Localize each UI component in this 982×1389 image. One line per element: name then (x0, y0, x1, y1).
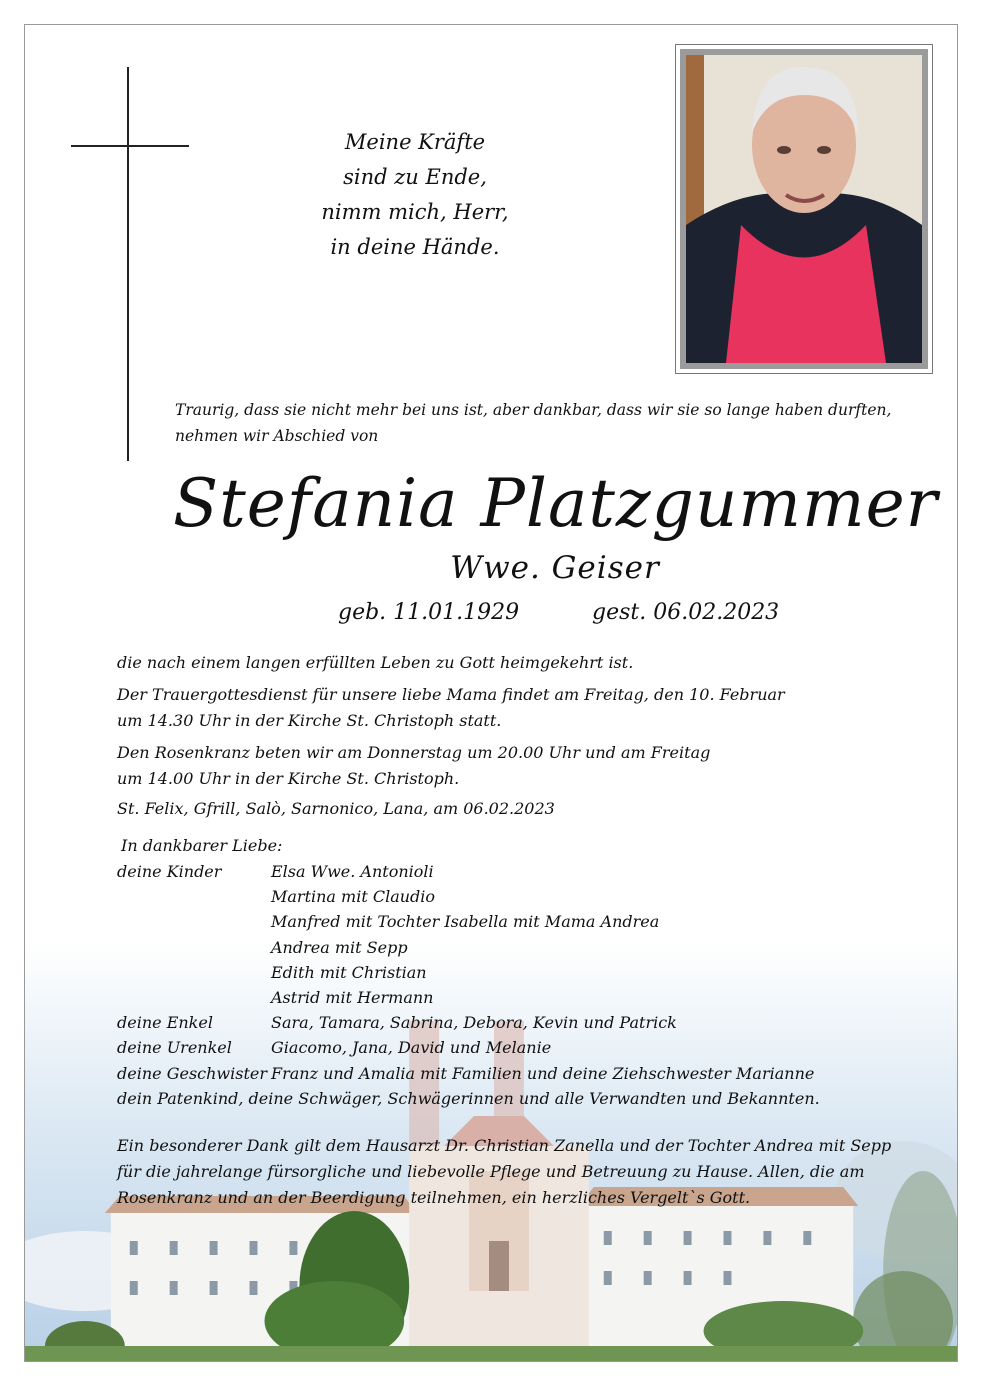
relation-label: deine Urenkel (117, 1038, 232, 1058)
verse-line: Meine Kräfte (344, 130, 486, 154)
intro-text (175, 397, 935, 449)
mourner-row (117, 1010, 917, 1035)
funeral-service-text (117, 682, 917, 734)
bible-verse (275, 125, 555, 265)
relation-names: Sara, Tamara, Sabrina, Debora, Kevin und Patrick (271, 1013, 677, 1033)
intro-line: Traurig, dass sie nicht mehr bei uns ist, aber dankbar, dass wir sie so lange haben durften, (175, 401, 892, 419)
rosary-line: Den Rosenkranz beten wir am Donnerstag um 20.00 Uhr und am Freitag (117, 743, 711, 762)
relation-label: deine Kinder (117, 862, 222, 881)
mourner-row (117, 1035, 917, 1060)
funeral-line: um 14.30 Uhr in der Kirche St. Christoph statt. (117, 711, 502, 730)
portrait-photo (680, 49, 928, 369)
birth-date: geb. 11.01.1929 (338, 600, 520, 625)
cross-horizontal-bar (71, 145, 189, 147)
place-date-line: St. Felix, Gfrill, Salò, Sarnonico, Lana, am 06.02.2023 (117, 799, 555, 818)
relation-names: Martina mit Claudio (271, 887, 436, 907)
relation-names: Edith mit Christian (271, 962, 427, 982)
relation-label: deine Enkel (117, 1013, 213, 1033)
verse-line: nimm mich, Herr, (321, 200, 509, 224)
rosary-text (117, 740, 917, 792)
thanks-line: Ein besonderer Dank gilt dem Hausarzt Dr. Christian Zanella und der Tochter Andrea mit Sepp (117, 1136, 892, 1155)
mourner-row (117, 985, 917, 1010)
deceased-name: Stefania Platzgummer (173, 465, 939, 542)
portrait-frame (675, 44, 933, 374)
mourners-closing: dein Patenkind, deine Schwäger, Schwägerinnen und alle Verwandten und Bekannten. (117, 1088, 820, 1108)
thanks-line: für die jahrelange fürsorgliche und liebevolle Pflege und Betreuung zu Hause. Allen, die am (117, 1162, 865, 1181)
homecoming-line: die nach einem langen erfüllten Leben zu Gott heimgekehrt ist. (117, 653, 634, 672)
thanks-text (117, 1133, 917, 1211)
thanks-line: Rosenkranz und an der Beerdigung teilnehmen, ein herzliches Vergelt`s Gott. (117, 1188, 751, 1207)
relation-names: Elsa Wwe. Antonioli (271, 862, 434, 881)
mourner-row (117, 909, 917, 934)
portrait-image (686, 55, 922, 363)
relation-label: deine Geschwister (117, 1063, 267, 1083)
cross-vertical-bar (127, 67, 129, 461)
mourner-row (117, 960, 917, 985)
relation-names: Astrid mit Hermann (271, 987, 434, 1007)
rosary-line: um 14.00 Uhr in der Kirche St. Christoph. (117, 769, 460, 788)
death-date: gest. 06.02.2023 (592, 600, 780, 625)
mourner-row (117, 935, 917, 960)
intro-line: nehmen wir Abschied von (175, 427, 379, 445)
funeral-line: Der Trauergottesdienst für unsere liebe Mama findet am Freitag, den 10. Februar (117, 685, 785, 704)
relation-names: Manfred mit Tochter Isabella mit Mama Andrea (271, 912, 660, 932)
relation-names: Giacomo, Jana, David und Melanie (271, 1038, 552, 1058)
mourner-row (117, 884, 917, 909)
widow-of: Wwe. Geiser (450, 550, 660, 586)
place-date (117, 796, 917, 822)
mourner-row (117, 859, 917, 884)
relation-names: Andrea mit Sepp (271, 937, 408, 957)
obituary-card (24, 24, 958, 1362)
mourners-heading: In dankbarer Liebe: (121, 836, 283, 855)
mourners-list (117, 833, 917, 1112)
homecoming-text (117, 650, 917, 676)
relation-names: Franz und Amalia mit Familien und deine Ziehschwester Marianne (271, 1063, 815, 1083)
mourner-row (117, 1061, 917, 1086)
verse-line: in deine Hände. (330, 235, 500, 259)
verse-line: sind zu Ende, (343, 165, 487, 189)
